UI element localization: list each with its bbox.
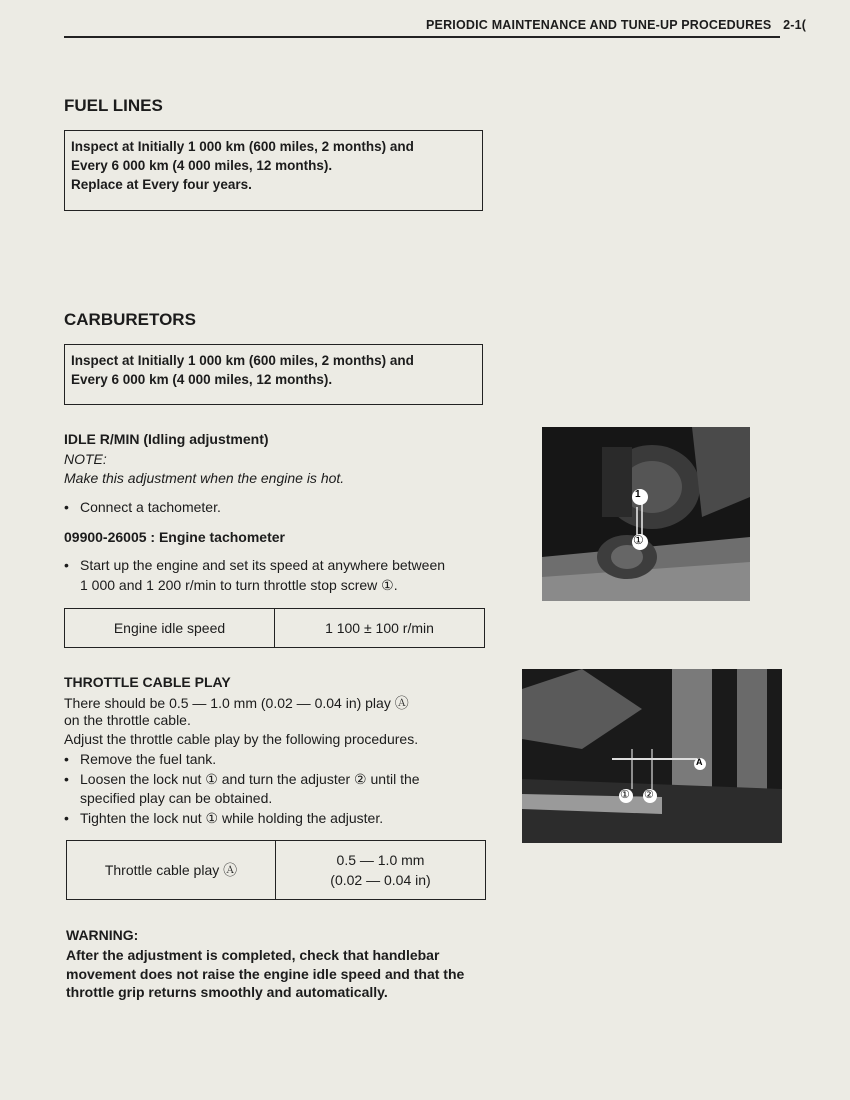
box-line: Every 6 000 km (4 000 miles, 12 months). [71, 372, 333, 387]
idle-speed-label: Engine idle speed [113, 620, 226, 636]
bullet-start-engine: • Start up the engine and set its speed at anywhere between 1 000 and 1 200 r/min to turn throttle stop screw ①. [64, 556, 445, 595]
fuel-lines-heading: FUEL LINES [64, 96, 163, 115]
warning-label: WARNING: [66, 927, 139, 943]
header-rule [64, 36, 780, 38]
box-line: Inspect at Initially 1 000 km (600 miles, 2 months) and [71, 353, 414, 368]
throttle-play-table [66, 840, 486, 900]
throttle-heading: THROTTLE CABLE PLAY [64, 674, 231, 690]
bullet-text: Connect a tachometer. [80, 499, 221, 515]
callout-label: A [696, 757, 703, 767]
callout-label: ① [633, 533, 644, 547]
throttle-procedure-list: • Remove the fuel tank. • Loosen the lock nut ① and turn the adjuster ② until the specified play can be obtained. • Tighten the lock nut ① while holding the adjuster. [64, 750, 420, 828]
tool-number: 09900-26005 : Engine tachometer [64, 529, 285, 545]
carburetors-interval-box [64, 344, 483, 405]
carburetors-heading: CARBURETORS [64, 310, 196, 329]
throttle-text-line: on the throttle cable. [64, 712, 191, 728]
throttle-play-value [275, 841, 485, 899]
page-header [426, 18, 806, 32]
idle-speed-value: 1 100 ± 100 r/min [274, 609, 484, 647]
list-item: Remove the fuel tank. [80, 751, 217, 767]
warning-line: After the adjustment is completed, check that handlebar [66, 947, 440, 963]
callout-label: 1 [635, 489, 641, 500]
box-line: Every 6 000 km (4 000 miles, 12 months). [71, 158, 333, 173]
warning-line: throttle grip returns smoothly and automatically. [66, 984, 388, 1000]
carburetor-photo [542, 427, 750, 601]
bullet-connect-tachometer: • Connect a tachometer. [64, 498, 221, 518]
callout-label: ② [644, 789, 654, 801]
list-item: Tighten the lock nut ① while holding the adjuster. [80, 809, 384, 826]
idle-speed-table [64, 608, 485, 648]
throttle-cable-photo [522, 669, 782, 843]
warning-line: movement does not raise the engine idle speed and that the [66, 965, 465, 982]
throttle-text-line: Adjust the throttle cable play by the following procedures. [64, 731, 419, 747]
header-title: PERIODIC MAINTENANCE AND TUNE-UP PROCEDURES [426, 18, 772, 32]
value-line: 0.5 — 1.0 mm [336, 852, 425, 868]
list-item: Loosen the lock nut ① and turn the adjuster ② until the [80, 770, 420, 787]
value-line: (0.02 — 0.04 in) [330, 872, 431, 888]
list-item: specified play can be obtained. [80, 790, 273, 806]
callout-label: ① [620, 789, 630, 801]
note-label: NOTE: [64, 451, 107, 467]
bullet-text: Start up the engine and set its speed at anywhere between [80, 557, 446, 573]
page-number: 2-1( [783, 18, 807, 32]
bullet-text: 1 000 and 1 200 r/min to turn throttle stop screw ①. [80, 576, 398, 593]
throttle-text-line: There should be 0.5 — 1.0 mm (0.02 — 0.04 in) play Ⓐ [64, 695, 409, 711]
box-line: Inspect at Initially 1 000 km (600 miles, 2 months) and [71, 139, 414, 154]
warning-text [66, 946, 464, 1002]
fuel-lines-interval-box [64, 130, 483, 211]
throttle-play-label: Throttle cable play Ⓐ [104, 862, 238, 878]
idle-heading: IDLE R/MIN (Idling adjustment) [64, 431, 269, 447]
note-text: Make this adjustment when the engine is hot. [64, 470, 345, 486]
box-line: Replace at Every four years. [71, 177, 252, 192]
